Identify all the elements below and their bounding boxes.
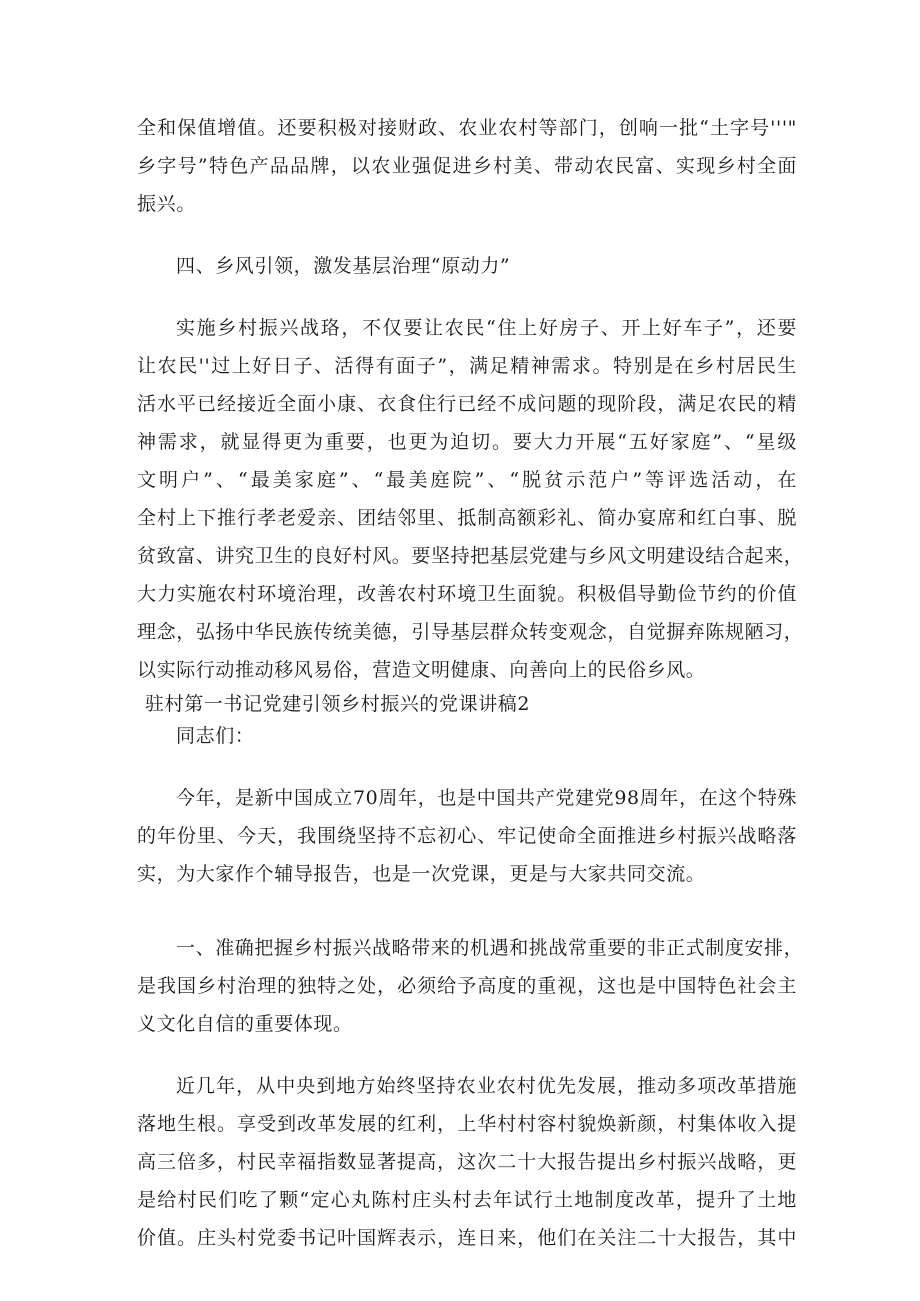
paragraph-b-line-1: 实施乡村振兴战珞，不仅要让农民“住上好房子、开上好车子”，还要: [176, 317, 797, 339]
paragraph-c-line-1: 今年，是新中国成立70周年，也是中国共产党建党98周年，在这个特殊: [176, 787, 797, 809]
paragraph-b-line-8: 大力实施农村环境治理，改善农村环境卫生面貌。积极倡导勤俭节约的价值: [137, 583, 797, 605]
document-title: 驻村第一书记党建引领乡村振兴的党课讲稿2: [145, 693, 531, 715]
paragraph-b-line-3: 活水平已经接近全面小康、衣食住行已经不成问题的现阶段，满足农民的精: [137, 393, 797, 415]
paragraph-c-line-2: 的年份里、今天，我围绕坚持不忘初心、牢记使命全面推进乡村振兴战略落: [137, 825, 797, 847]
paragraph-a-line-1: 全和保值增值。还要积极对接财政、农业农村等部门，创响一批“土字号'''": [137, 117, 797, 139]
paragraph-e-line-5: 价值。庄头村党委书记叶国辉表示，连日来，他们在关注二十大报告，其中: [137, 1227, 797, 1249]
paragraph-d-line-1: 一、准确把握乡村振兴战略带来的机遇和挑战常重要的非正式制度安排，: [176, 937, 804, 959]
salutation: 同志们：: [176, 725, 255, 747]
paragraph-b-line-9: 理念，弘扬中华民族传统美德，引导基层群众转变观念，自觉摒弃陈规陋习，: [137, 621, 804, 643]
paragraph-e-line-2: 落地生根。享受到改革发展的红利，上华村村容村貌焕新颜，村集体收入提: [137, 1113, 797, 1135]
paragraph-b-line-5: 文明户”、“最美家庭”、“最美庭院”、“脱贫示范户”等评选活动，在: [137, 469, 797, 491]
paragraph-b-line-10: 以实际行动推动移风易俗，营造文明健康、向善向上的民俗乡风。: [137, 659, 706, 681]
paragraph-c-line-3: 实，为大家作个辅导报告，也是一次党课，更是与大家共同交流。: [137, 863, 706, 885]
paragraph-b-line-2: 让农民''过上好日子、活得有面子”，满足精神需求。特别是在乡村居民生: [137, 355, 797, 377]
paragraph-e-line-4: 是给村民们吃了颗“定心丸陈村庄头村去年试行土地制度改革，提升了土地: [137, 1189, 797, 1211]
paragraph-a-line-3: 振兴。: [137, 193, 196, 215]
paragraph-d-line-2: 是我国乡村治理的独特之处，必须给予高度的重视，这也是中国特色社会主: [137, 975, 797, 997]
paragraph-d-line-3: 义文化自信的重要体现。: [137, 1013, 353, 1035]
paragraph-b-line-6: 全村上下推行孝老爱亲、团结邻里、抵制高额彩礼、简办宴席和红白事、脱: [137, 507, 797, 529]
paragraph-b-line-4: 神需求，就显得更为重要，也更为迫切。要大力开展“五好家庭”、“星级: [137, 431, 797, 453]
paragraph-e-line-3: 高三倍多，村民幸福指数显著提高，这次二十大报告提出乡村振兴战略，更: [137, 1151, 797, 1173]
paragraph-b-line-7: 贫致富、讲究卫生的良好村风。要坚持把基层党建与乡风文明建设结合起来，: [137, 545, 804, 567]
paragraph-e-line-1: 近几年，从中央到地方始终坚持农业农村优先发展，推动多项改革措施: [176, 1075, 797, 1097]
section-four-heading: 四、乡风引领，激发基层治理“原动力”: [176, 255, 511, 277]
paragraph-a-line-2: 乡字号”特色产品品牌，以农业强促进乡村美、带动农民富、实现乡村全面: [137, 155, 797, 177]
